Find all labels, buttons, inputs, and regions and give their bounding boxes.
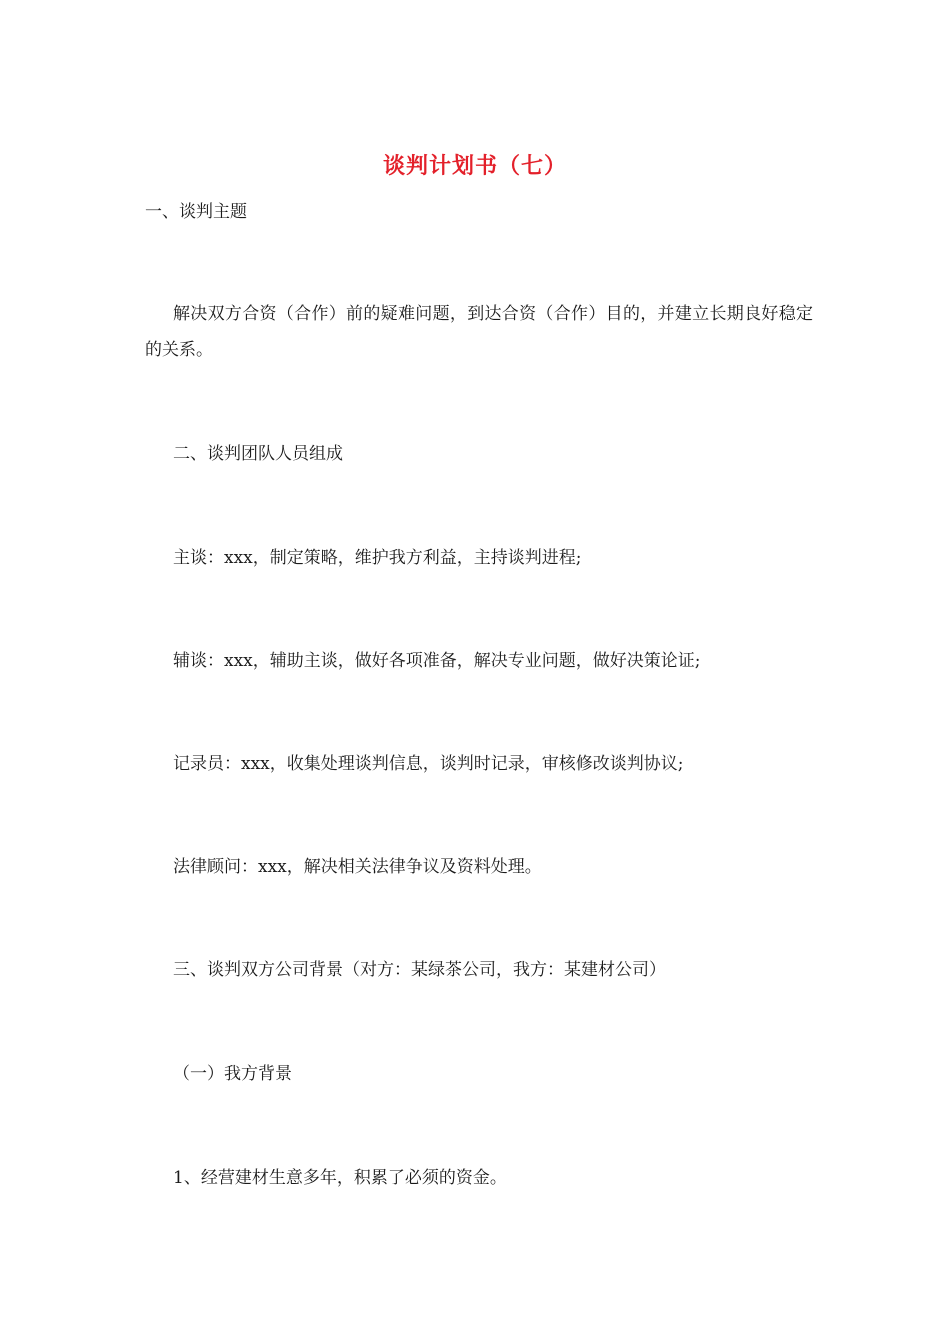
list-item: 1、经营建材生意多年，积累了必须的资金。 — [173, 1168, 507, 1188]
section2-heading: 二、谈判团队人员组成 — [173, 444, 343, 464]
team-member-recorder: 记录员：xxx，收集处理谈判信息，谈判时记录，审核修改谈判协议; — [173, 754, 684, 774]
document-title: 谈判计划书（七） — [382, 154, 567, 179]
section3-heading: 三、谈判双方公司背景（对方：某绿茶公司，我方：某建材公司） — [173, 960, 666, 980]
section1-body: 解决双方合资（合作）前的疑难问题，到达合资（合作）目的，并建立长期良好稳定的关系。 — [145, 304, 813, 360]
team-member-assistant: 辅谈：xxx，辅助主谈，做好各项准备，解决专业问题，做好决策论证; — [173, 651, 701, 671]
section1-heading: 一、谈判主题 — [145, 202, 247, 222]
team-member-lead: 主谈：xxx，制定策略，维护我方利益，主持谈判进程; — [173, 548, 582, 568]
team-member-legal: 法律顾问：xxx，解决相关法律争议及资料处理。 — [173, 857, 542, 877]
subsection1-heading: （一）我方背景 — [173, 1064, 292, 1084]
